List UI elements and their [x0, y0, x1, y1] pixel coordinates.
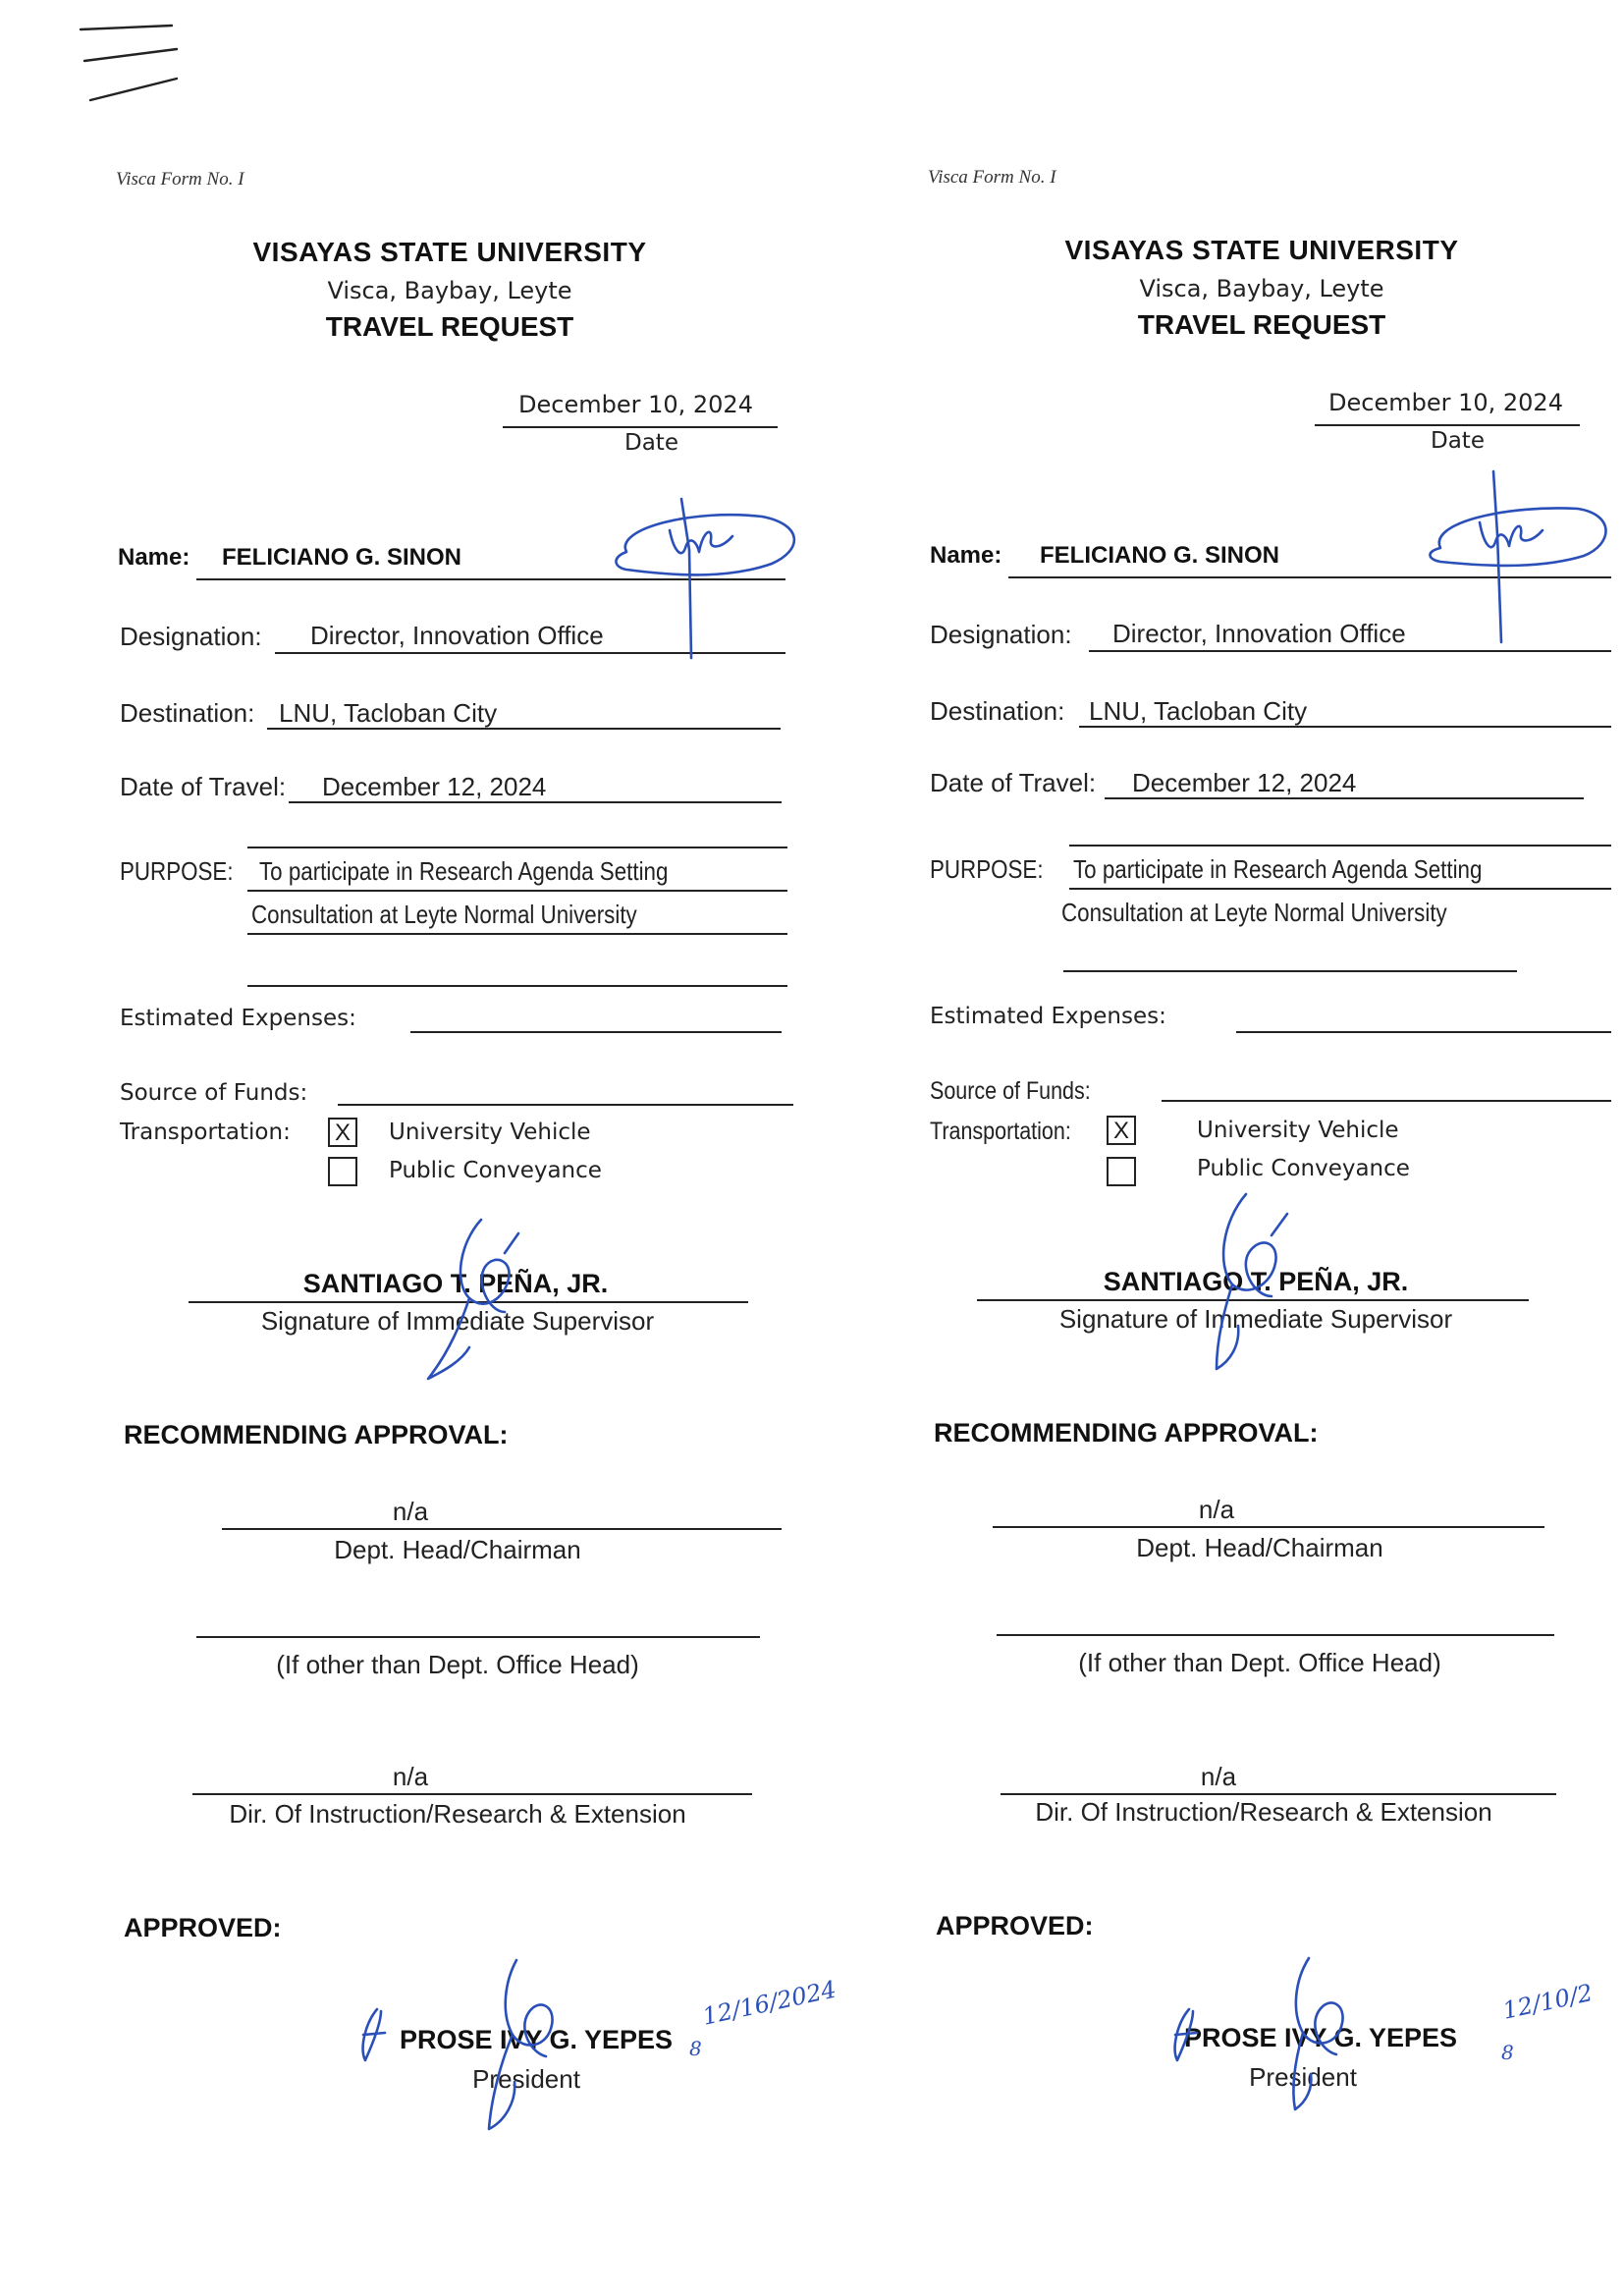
- other-head-rule: [997, 1634, 1554, 1636]
- approved-label: APPROVED:: [936, 1911, 1094, 1940]
- initial-mark-right: 8: [1501, 2041, 1514, 2064]
- purpose-line-2: Consultation at Leyte Normal University: [251, 900, 637, 929]
- applicant-signature: [1381, 465, 1617, 652]
- request-date-value: December 10, 2024: [518, 391, 753, 418]
- dept-head-value: n/a: [1198, 1495, 1235, 1524]
- purpose-rule-2: [247, 933, 787, 935]
- form-number: Visca Form No. I: [116, 169, 244, 190]
- dept-head-title: Dept. Head/Chairman: [1136, 1533, 1383, 1562]
- travel-date-rule: [1105, 797, 1584, 799]
- director-title: Dir. Of Instruction/Research & Extension: [1035, 1797, 1492, 1827]
- director-value: n/a: [1200, 1762, 1237, 1791]
- designation-label: Designation:: [930, 620, 1072, 649]
- other-head-title: (If other than Dept. Office Head): [1078, 1648, 1441, 1677]
- request-date-label: Date: [624, 430, 678, 456]
- supervisor-signature: [1177, 1188, 1315, 1375]
- recommending-approval-label: RECOMMENDING APPROVAL:: [124, 1420, 509, 1449]
- funds-rule: [338, 1104, 793, 1106]
- transport-option-university: University Vehicle: [389, 1120, 591, 1145]
- destination-value: LNU, Tacloban City: [279, 698, 498, 728]
- dept-head-value: n/a: [392, 1497, 429, 1526]
- request-date-label: Date: [1431, 428, 1485, 454]
- form-title: TRAVEL REQUEST: [325, 311, 574, 342]
- supervisor-name: SANTIAGO T. PEÑA, JR.: [1103, 1267, 1409, 1296]
- president-name: PROSE IVY G. YEPES: [399, 2025, 674, 2054]
- for-mark-right: [1164, 2003, 1213, 2066]
- form-title: TRAVEL REQUEST: [1137, 309, 1386, 340]
- transport-option-university: University Vehicle: [1197, 1118, 1399, 1143]
- for-mark-left: [352, 2003, 401, 2066]
- purpose-label: PURPOSE:: [930, 854, 1044, 884]
- transport-option-public: Public Conveyance: [1197, 1156, 1410, 1181]
- form-number: Visca Form No. I: [928, 167, 1056, 188]
- dept-head-title: Dept. Head/Chairman: [334, 1535, 581, 1564]
- president-title: President: [472, 2064, 580, 2094]
- expenses-rule: [1236, 1031, 1611, 1033]
- president-name: PROSE IVY G. YEPES: [1183, 2023, 1458, 2052]
- director-title: Dir. Of Instruction/Research & Extension: [229, 1799, 686, 1829]
- date-rule: [503, 426, 778, 428]
- designation-value: Director, Innovation Office: [1112, 619, 1406, 648]
- name-value: FELICIANO G. SINON: [222, 544, 462, 571]
- transport-checkbox-university[interactable]: X: [328, 1118, 357, 1147]
- dept-head-rule: [222, 1528, 782, 1530]
- funds-label: Source of Funds:: [930, 1077, 1091, 1105]
- purpose-line-2: Consultation at Leyte Normal University: [1061, 898, 1447, 927]
- funds-label: Source of Funds:: [120, 1080, 308, 1106]
- director-rule: [192, 1793, 752, 1795]
- destination-label: Destination:: [120, 698, 255, 728]
- travel-date-label: Date of Travel:: [120, 772, 287, 801]
- supervisor-title: Signature of Immediate Supervisor: [1058, 1304, 1453, 1334]
- approved-label: APPROVED:: [124, 1913, 282, 1942]
- recommending-approval-label: RECOMMENDING APPROVAL:: [934, 1418, 1319, 1448]
- date-rule: [1315, 424, 1580, 426]
- expenses-label: Estimated Expenses:: [930, 1004, 1166, 1029]
- applicant-signature: [575, 491, 811, 668]
- request-date-value: December 10, 2024: [1328, 389, 1563, 416]
- transport-checkbox-public[interactable]: [1107, 1157, 1136, 1186]
- travel-date-value: December 12, 2024: [322, 772, 547, 801]
- supervisor-signature: [410, 1214, 548, 1391]
- name-label: Name:: [930, 542, 1002, 569]
- president-signature: [465, 1954, 583, 2141]
- approval-date-left: 12/16/2024: [700, 1975, 839, 2031]
- transport-label: Transportation:: [930, 1118, 1071, 1145]
- other-head-title: (If other than Dept. Office Head): [276, 1650, 639, 1679]
- purpose-line-1: To participate in Research Agenda Setting: [1073, 854, 1483, 884]
- name-value: FELICIANO G. SINON: [1040, 542, 1280, 569]
- purpose-line-1: To participate in Research Agenda Setting: [259, 856, 669, 886]
- other-head-rule: [196, 1636, 760, 1638]
- destination-rule: [1079, 726, 1611, 728]
- purpose-rule-3: [247, 985, 787, 987]
- president-title: President: [1249, 2062, 1357, 2092]
- approval-date-right: 12/10/2: [1500, 1979, 1596, 2025]
- university-name: VISAYAS STATE UNIVERSITY: [1064, 235, 1459, 265]
- supervisor-name: SANTIAGO T. PEÑA, JR.: [302, 1269, 609, 1298]
- destination-label: Destination:: [930, 696, 1065, 726]
- travel-date-label: Date of Travel:: [930, 768, 1097, 797]
- initial-mark-left: 8: [689, 2037, 702, 2060]
- expenses-rule: [410, 1031, 782, 1033]
- purpose-label: PURPOSE:: [120, 856, 234, 886]
- supervisor-title: Signature of Immediate Supervisor: [260, 1306, 655, 1336]
- travel-date-value: December 12, 2024: [1132, 768, 1357, 797]
- travel-date-rule: [289, 801, 782, 803]
- purpose-rule-3: [1063, 970, 1517, 972]
- president-signature: [1256, 1952, 1374, 2119]
- funds-rule: [1162, 1100, 1611, 1102]
- transport-option-public: Public Conveyance: [389, 1158, 602, 1183]
- purpose-top-rule: [1069, 845, 1611, 847]
- purpose-rule-1: [247, 890, 787, 892]
- transport-label: Transportation:: [120, 1120, 291, 1145]
- purpose-top-rule: [247, 847, 787, 848]
- travel-request-form-right: [812, 0, 1624, 2295]
- university-name: VISAYAS STATE UNIVERSITY: [252, 237, 647, 267]
- transport-checkbox-public[interactable]: [328, 1157, 357, 1186]
- dept-head-rule: [993, 1526, 1544, 1528]
- destination-rule: [267, 728, 781, 730]
- designation-label: Designation:: [120, 622, 262, 651]
- name-label: Name:: [118, 544, 190, 571]
- destination-value: LNU, Tacloban City: [1089, 696, 1308, 726]
- designation-value: Director, Innovation Office: [310, 621, 604, 650]
- director-value: n/a: [392, 1762, 429, 1791]
- purpose-rule-1: [1069, 888, 1611, 890]
- director-rule: [1001, 1793, 1556, 1795]
- university-address: Visca, Baybay, Leyte: [1139, 275, 1384, 302]
- expenses-label: Estimated Expenses:: [120, 1006, 356, 1031]
- university-address: Visca, Baybay, Leyte: [327, 277, 572, 304]
- transport-checkbox-university[interactable]: X: [1107, 1116, 1136, 1145]
